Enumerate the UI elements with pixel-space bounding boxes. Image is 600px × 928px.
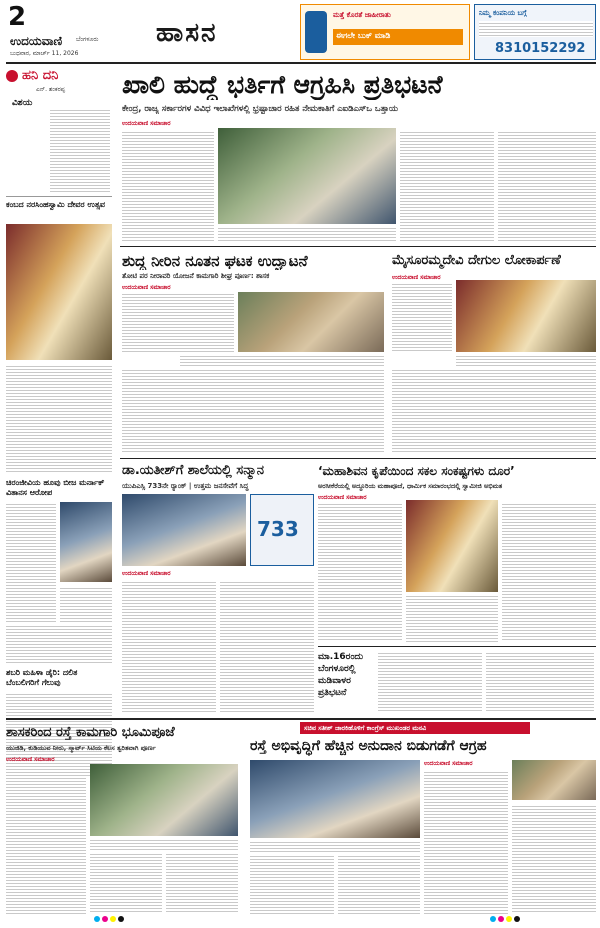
left-divider-1 bbox=[6, 196, 112, 197]
registration-mark-cyan-2 bbox=[490, 916, 496, 922]
section-title: ಹಾಸನ bbox=[156, 18, 218, 48]
lead-col-1 bbox=[122, 130, 214, 242]
lead-divider bbox=[120, 246, 596, 247]
registration-mark-black-2 bbox=[514, 916, 520, 922]
lead-col-4 bbox=[498, 130, 596, 242]
ad2-phone: 8310152292 bbox=[495, 41, 586, 56]
temple-col-1 bbox=[392, 282, 452, 352]
school-subhead: ಯುಪಿಎಸ್ಸಿ 733ನೇ ರ‍್ಯಾಂಕ್ | ಉತ್ತಮ ಜನಸೇವೆಗೆ ಸಿದ್ಧ bbox=[122, 482, 249, 490]
bottom-left-photo bbox=[90, 764, 238, 836]
lead-byline: ಉದಯವಾಣಿ ಸಮಾಚಾರ bbox=[122, 120, 171, 127]
ad-phone-icon bbox=[305, 11, 327, 53]
mahashiva-photo bbox=[406, 500, 498, 592]
mahashiva-headline: ‘ಮಹಾಶಿವನ ಕೃಪೆಯಿಂದ ಸಕಲ ಸಂಕಷ್ಟಗಳು ದೂರ’ bbox=[318, 464, 515, 478]
protest-body-2 bbox=[486, 651, 594, 711]
issue-date: ಬುಧವಾರ, ಮಾರ್ಚ್ 11, 2026 bbox=[10, 50, 79, 57]
lead-photo bbox=[218, 128, 396, 224]
masthead-divider bbox=[6, 62, 596, 64]
temple-byline: ಉದಯವಾಣಿ ಸಮಾಚಾರ bbox=[392, 274, 441, 281]
bottom-left-byline: ಉದಯವಾಣಿ ಸಮಾಚಾರ bbox=[6, 756, 55, 763]
deity-photo bbox=[6, 224, 112, 360]
page-number: 2 bbox=[8, 2, 27, 32]
poem-title: ವಿಶಯ bbox=[12, 98, 33, 108]
brief1-body-3 bbox=[6, 624, 112, 664]
lead-headline: ಖಾಲಿ ಹುದ್ದೆ ಭರ್ತಿಗೆ ಆಗ್ರಹಿಸಿ ಪ್ರತಿಭಟನೆ bbox=[122, 70, 443, 99]
lead-col-3 bbox=[400, 130, 494, 242]
lead-subhead: ಕೇಂದ್ರ, ರಾಜ್ಯ ಸರ್ಕಾರಗಳ ವಿವಿಧ ಇಲಾಖೆಗಳಲ್ಲಿ ಭ್ರಷ್ಟಾಚಾರ ರಹಿತ ನೇಮಕಾತಿಗೆ ಎಐಡಿಎಸ್‌ಒ ಒತ್ತಾಯ bbox=[122, 104, 398, 114]
poem-body bbox=[50, 108, 110, 192]
bottom-left-headline: ಶಾಸಕರಿಂದ ರಸ್ತೆ ಕಾಮಗಾರಿ ಭೂಮಿಪೂಜೆ bbox=[6, 725, 175, 740]
bottom-right-side-photo bbox=[512, 760, 596, 800]
left-story-1-body bbox=[6, 364, 112, 474]
ad-banner-right[interactable] bbox=[474, 4, 596, 60]
brief2-headline: ಶಬರಿ ಮಹಿಳಾ ಡೈರಿ: ದಲಿತ ಬೆಂಬಲಿಗರಿಗೆ ಗೆಲುವು bbox=[6, 668, 78, 687]
registration-mark-cyan bbox=[94, 916, 100, 922]
bottom-right-col-2 bbox=[338, 854, 420, 914]
mid-divider bbox=[120, 458, 596, 459]
water-byline: ಉದಯವಾಣಿ ಸಮಾಚಾರ bbox=[122, 284, 171, 291]
bottom-right-photo bbox=[250, 760, 420, 838]
ad2-line1: ನಿಮ್ಮ ಕಂಪನಿಯ ಬಗ್ಗೆ bbox=[479, 9, 527, 17]
bottom-left-subhead: ಯುಜಿಡಿ, ಕುಡಿಯುವ ನೀರು, ಸ್ಮಾರ್ಟ್ ಸಿಟಿಯ ಕೆಲಸ ತ್ವರಿತವಾಗಿ ಪೂರ್ಣ bbox=[6, 744, 156, 752]
temple-caption bbox=[456, 354, 596, 366]
hani-dani-logo bbox=[6, 70, 18, 82]
water-headline: ಶುದ್ಧ ನೀರಿನ ನೂತನ ಘಟಕ ಉದ್ಘಾಟನೆ bbox=[122, 252, 308, 270]
bottom-left-col-1 bbox=[6, 764, 86, 914]
protest-body-1 bbox=[378, 651, 482, 711]
registration-mark-magenta-2 bbox=[498, 916, 504, 922]
column-author: ಎನ್. ಶಂಕರಪ್ಪ bbox=[36, 86, 66, 93]
bottom-right-kicker: ಸಚಿವ ಸತೀಶ್ ಜಾರಕಿಹೊಳಿಗೆ ಕಾಂಗ್ರೆಸ್ ಮುಖಂಡರ ಮನವಿ bbox=[300, 722, 530, 734]
water-caption bbox=[180, 354, 384, 366]
water-photo bbox=[238, 292, 384, 352]
water-col-1 bbox=[122, 292, 234, 352]
water-body bbox=[122, 368, 384, 454]
ad-banner-left[interactable] bbox=[300, 4, 470, 60]
mahashiva-col-1 bbox=[318, 502, 402, 642]
ad2-text-block bbox=[479, 21, 593, 37]
rank-box bbox=[250, 494, 314, 566]
temple-body bbox=[392, 368, 596, 454]
rank-number: 733 bbox=[257, 517, 299, 541]
school-col-2 bbox=[220, 580, 314, 714]
mahashiva-subhead: ಅರಸೀಕೆರೆಯಲ್ಲಿ ಅದ್ಧೂರಿಯ ಮಹಾಪೂಜೆ, ಧಾರ್ಮಿಕ ಸಮಾರಂಭದಲ್ಲಿ ಸ್ವಾಮೀಜಿ ಅಭಿಮತ bbox=[318, 482, 503, 490]
school-headline: ಡಾ.ಯತೀಶ್‌ಗೆ ಶಾಲೆಯಲ್ಲಿ ಸನ್ಮಾನ bbox=[122, 463, 265, 478]
bottom-right-col-3 bbox=[424, 770, 508, 914]
lead-photo-caption bbox=[218, 226, 396, 242]
brief1-body-2 bbox=[60, 586, 112, 622]
brief1-photo bbox=[60, 502, 112, 582]
school-photo bbox=[122, 494, 246, 566]
bottom-left-caption bbox=[90, 838, 238, 850]
brief1-headline: ಚಿರಂಜೀವಿಯ ಹೂವು ಬೀಜ ಮರ್ನಾಕ್ ವಿತಾನಸ ಆರೋಪ bbox=[6, 478, 105, 497]
bottom-right-caption bbox=[250, 840, 420, 852]
bottom-divider bbox=[6, 718, 596, 720]
mahashiva-col-3 bbox=[502, 502, 596, 642]
bottom-right-col-1 bbox=[250, 854, 334, 914]
registration-mark-yellow-2 bbox=[506, 916, 512, 922]
ad1-line2: ಈಗಲೇ ಬುಕ್ ಮಾಡಿ bbox=[333, 29, 463, 45]
bottom-right-col-4 bbox=[512, 804, 596, 914]
temple-headline: ಮೈಸೂರಮ್ಮದೇವಿ ದೇಗುಲ ಲೋಕಾರ್ಪಣೆ bbox=[392, 253, 561, 268]
school-col-1 bbox=[122, 580, 216, 714]
temple-photo bbox=[456, 280, 596, 352]
mahashiva-byline: ಉದಯವಾಣಿ ಸಮಾಚಾರ bbox=[318, 494, 367, 501]
edition-label: ಬೆಂಗಳೂರು bbox=[76, 36, 99, 43]
brief1-body bbox=[6, 502, 56, 622]
protest-brief-box bbox=[318, 646, 596, 714]
water-subhead: ತೋಟಿ ಪರ ನೀರಾವರಿ ಯೋಜನೆ ಕಾಮಗಾರಿ ಶೀಘ್ರ ಪೂರ್ಣ: ಶಾಸಕ bbox=[122, 272, 270, 280]
protest-headline: ಮಾ.16ರಂದು ಬೆಂಗಳೂರಲ್ಲಿ ಮಡಿವಾಳರ ಪ್ರತಿಭಟನೆ bbox=[318, 652, 364, 698]
registration-mark-yellow bbox=[110, 916, 116, 922]
mahashiva-caption bbox=[406, 594, 498, 642]
bottom-right-headline: ರಸ್ತೆ ಅಭಿವೃದ್ಧಿಗೆ ಹೆಚ್ಚಿನ ಅನುದಾನ ಬಿಡುಗಡೆಗೆ ಆಗ್ರಹ bbox=[250, 738, 487, 754]
registration-mark-black bbox=[118, 916, 124, 922]
bottom-left-col-3 bbox=[166, 852, 238, 914]
bottom-right-byline: ಉದಯವಾಣಿ ಸಮಾಚಾರ bbox=[424, 760, 473, 767]
registration-mark-magenta bbox=[102, 916, 108, 922]
ad1-line1: ಮತ್ತೆ ಕೊರತೆ ಜಾಹೀರಾತು bbox=[333, 11, 391, 19]
photo-caption: ಕಂಬದ ನರಸಿಂಹಸ್ವಾಮಿ ದೇವರ ಉತ್ಸವ bbox=[6, 200, 105, 209]
school-byline: ಉದಯವಾಣಿ ಸಮಾಚಾರ bbox=[122, 570, 171, 577]
paper-name: ಉದಯವಾಣಿ bbox=[10, 34, 63, 48]
bottom-left-col-2 bbox=[90, 852, 162, 914]
column-title: ಹನಿ ದನಿ bbox=[22, 68, 59, 83]
